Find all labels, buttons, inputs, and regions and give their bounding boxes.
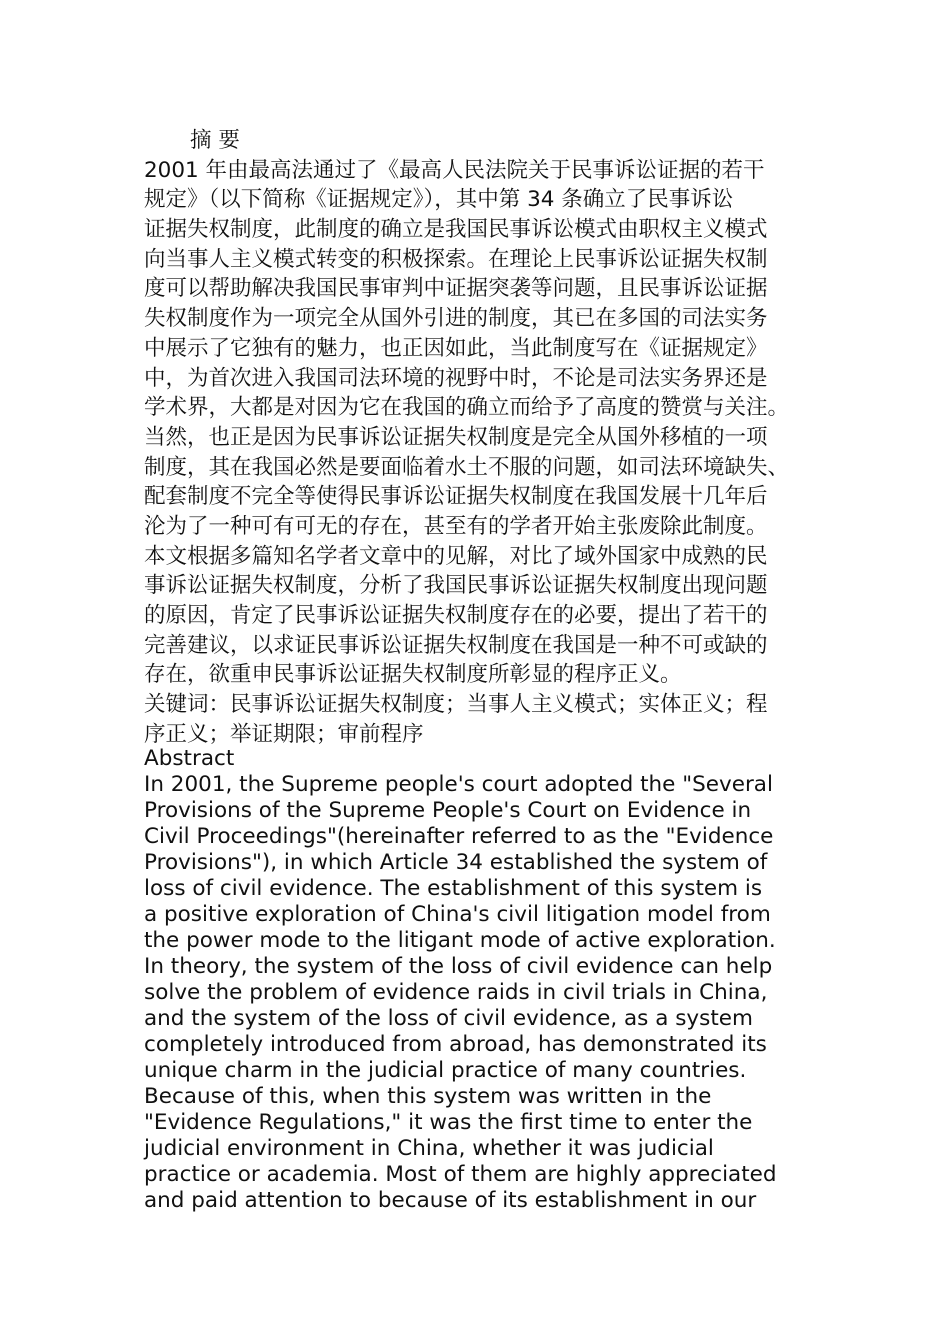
chinese-abstract-line-12: 配套制度不完全等使得民事诉讼证据失权制度在我国发展十几年后 (144, 484, 768, 510)
keywords-line-2: 序正义；举证期限；审前程序 (144, 721, 424, 747)
chinese-abstract-line-4: 向当事人主义模式转变的积极探索。在理论上民事诉讼证据失权制 (144, 246, 768, 272)
chinese-abstract-line-2: 规定》（以下简称《证据规定》），其中第 34 条确立了民事诉讼 (144, 187, 734, 213)
english-abstract-line-13: Because of this, when this system was written in the (144, 1084, 712, 1109)
english-abstract-line-14: "Evidence Regulations," it was the first time to enter the (144, 1110, 753, 1135)
chinese-abstract-line-7: 中展示了它独有的魅力，也正因如此，当此制度写在《证据规定》 (144, 335, 768, 361)
chinese-abstract (144, 126, 820, 749)
chinese-abstract-line-5: 度可以帮助解决我国民事审判中证据突袭等问题，且民事诉讼证据 (144, 276, 768, 302)
chinese-abstract-line-1: 2001 年由最高法通过了《最高人民法院关于民事诉讼证据的若干 (144, 157, 765, 183)
english-abstract-line-2: Provisions of the Supreme People's Court on Evidence in (144, 798, 752, 823)
english-abstract-line-12: unique charm in the judicial practice of many countries. (144, 1058, 747, 1083)
english-abstract-line-7: the power mode to the litigant mode of active exploration. (144, 928, 776, 953)
english-abstract-line-17: and paid attention to because of its establishment in our (144, 1188, 757, 1213)
chinese-abstract-line-11: 制度，其在我国必然是要面临着水土不服的问题，如司法环境缺失、 (144, 454, 790, 480)
chinese-abstract-line-9: 学术界，大都是对因为它在我国的确立而给予了高度的赞赏与关注。 (144, 395, 790, 421)
english-abstract-line-8: In theory, the system of the loss of civil evidence can help (144, 954, 773, 979)
keywords-line-1: 关键词：民事诉讼证据失权制度；当事人主义模式；实体正义；程 (144, 692, 768, 718)
chinese-abstract-line-10: 当然，也正是因为民事诉讼证据失权制度是完全从国外移植的一项 (144, 424, 768, 450)
english-abstract-line-1: In 2001, the Supreme people's court adopted the "Several (144, 772, 773, 797)
chinese-abstract-line-14: 本文根据多篇知名学者文章中的见解，对比了域外国家中成熟的民 (144, 543, 768, 569)
chinese-abstract-line-13: 沦为了一种可有可无的存在，甚至有的学者开始主张废除此制度。 (144, 513, 768, 539)
english-abstract-line-3: Civil Proceedings"(hereinafter referred to as the "Evidence (144, 824, 774, 849)
chinese-abstract-title: 摘 要 (190, 128, 240, 153)
english-abstract-title: Abstract (144, 746, 235, 771)
english-abstract-line-10: and the system of the loss of civil evidence, as a system (144, 1006, 753, 1031)
english-abstract-line-5: loss of civil evidence. The establishment of this system is (144, 876, 763, 901)
chinese-abstract-line-8: 中，为首次进入我国司法环境的视野中时，不论是司法实务界还是 (144, 365, 768, 391)
chinese-abstract-line-17: 完善建议，以求证民事诉讼证据失权制度在我国是一种不可或缺的 (144, 632, 768, 658)
english-abstract-line-11: completely introduced from abroad, has demonstrated its (144, 1032, 767, 1057)
english-abstract (144, 746, 820, 1214)
chinese-abstract-line-18: 存在，欲重申民事诉讼证据失权制度所彰显的程序正义。 (144, 662, 682, 688)
english-abstract-line-9: solve the problem of evidence raids in civil trials in China, (144, 980, 768, 1005)
english-abstract-line-6: a positive exploration of China's civil litigation model from (144, 902, 771, 927)
english-abstract-line-15: judicial environment in China, whether it was judicial (144, 1136, 714, 1161)
chinese-abstract-line-15: 事诉讼证据失权制度，分析了我国民事诉讼证据失权制度出现问题 (144, 573, 768, 599)
english-abstract-line-4: Provisions"), in which Article 34 established the system of (144, 850, 768, 875)
chinese-abstract-line-3: 证据失权制度，此制度的确立是我国民事诉讼模式由职权主义模式 (144, 217, 768, 243)
chinese-abstract-line-16: 的原因，肯定了民事诉讼证据失权制度存在的必要，提出了若干的 (144, 603, 768, 628)
chinese-abstract-line-6: 失权制度作为一项完全从国外引进的制度，其已在多国的司法实务 (144, 306, 768, 332)
english-abstract-line-16: practice or academia. Most of them are highly appreciated (144, 1162, 777, 1187)
